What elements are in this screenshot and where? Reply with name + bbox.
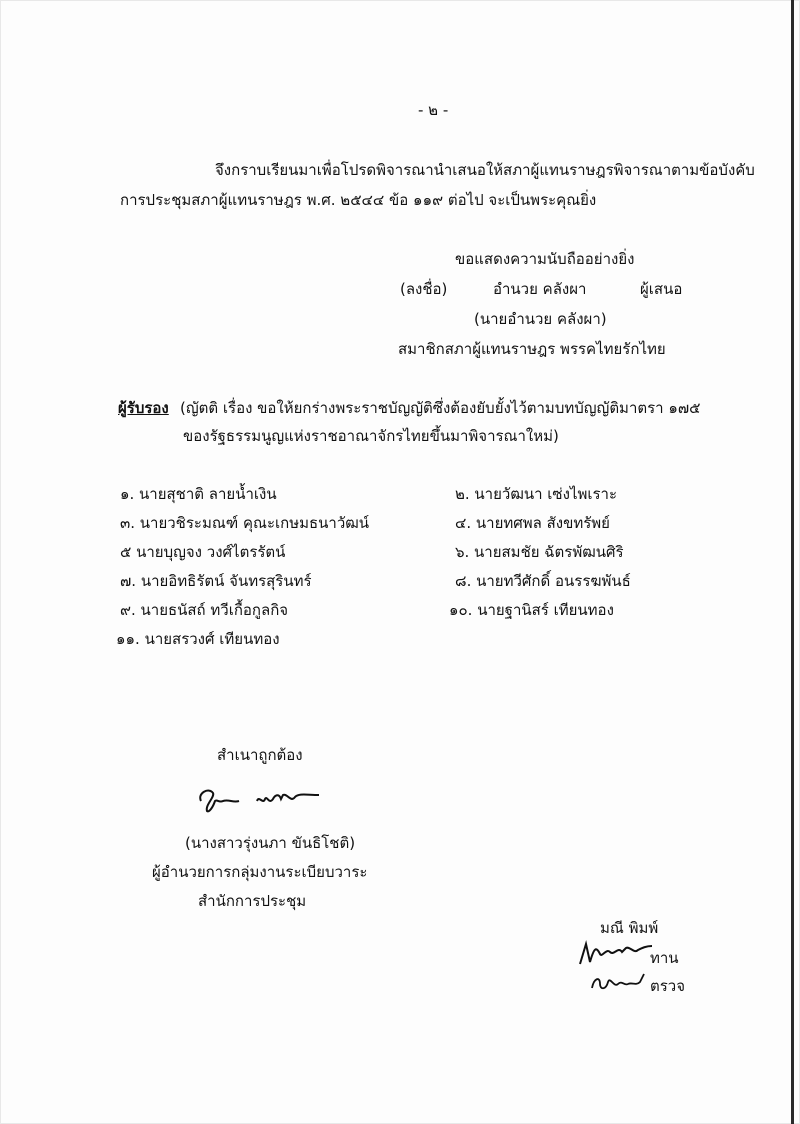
endorser-left: ๗. นายอิทธิรัตน์ จันทรสุรินทร์ <box>120 572 312 590</box>
page-number: - ๒ - <box>418 101 449 119</box>
endorser-left: ๙. นายธนัสถ์ ทวีเกื้อกูลกิจ <box>120 601 289 619</box>
endorser-right: ๘. นายทวีศักดิ์ อนรรฆพันธ์ <box>455 572 631 590</box>
signed-name: อำนวย คลังผา <box>493 280 587 298</box>
check-label: ตรวจ <box>650 977 686 995</box>
endorser-right: ๒. นายวัฒนา เซ่งไพเราะ <box>455 485 618 503</box>
endorser-left: ๕ นายบุญจง วงศ์ไตรรัตน์ <box>120 543 286 561</box>
checker-signature <box>588 968 648 996</box>
motion-line-1: (ญัตติ เรื่อง ขอให้ยกร่างพระราชบัญญัติซึ่งต้องยับยั้งไว้ตามบทบัญญัติมาตรา ๑๗๕ <box>180 399 701 417</box>
certifier-position: ผู้อำนวยการกลุ่มงานระเบียบวาระ <box>152 863 368 881</box>
certifier-signature <box>195 783 325 815</box>
proof-label: ทาน <box>650 949 679 967</box>
proposer-full-name: (นายอำนวย คลังผา) <box>474 310 607 328</box>
closing-regards: ขอแสดงความนับถืออย่างยิ่ง <box>455 250 635 268</box>
proposer-label: ผู้เสนอ <box>640 280 683 298</box>
certifier-office: สำนักการประชุม <box>198 892 307 910</box>
endorser-left: ๑๑. นายสรวงศ์ เทียนทอง <box>116 630 280 648</box>
endorsers-heading: ผู้รับรอง <box>118 399 169 417</box>
endorser-left: ๑. นายสุชาติ ลายน้ำเงิน <box>120 485 277 503</box>
endorser-right: ๖. นายสมชัย ฉัตรพัฒนศิริ <box>455 543 624 561</box>
typist-line: มณี พิมพ์ <box>600 919 659 937</box>
motion-line-2: ของรัฐธรรมนูญแห่งราชอาณาจักรไทยขึ้นมาพิจารณาใหม่) <box>183 427 559 445</box>
proofreader-signature <box>576 938 654 968</box>
endorser-right: ๑๐. นายฐานิสร์ เทียนทอง <box>449 601 614 619</box>
certifier-name: (นางสาวรุ่งนภา ขันธิโชติ) <box>185 834 356 852</box>
body-line-2: การประชุมสภาผู้แทนราษฎร พ.ศ. ๒๕๔๔ ข้อ ๑๑๙ ต่อไป จะเป็นพระคุณยิ่ง <box>120 191 597 209</box>
certification-label: สำเนาถูกต้อง <box>217 746 303 764</box>
endorser-left: ๓. นายวชิระมณฑ์ คุณะเกษมธนาวัฒน์ <box>120 514 370 532</box>
body-line-1: จึงกราบเรียนมาเพื่อโปรดพิจารณานำเสนอให้สภาผู้แทนราษฎรพิจารณาตามข้อบังคับ <box>215 161 755 179</box>
scan-edge <box>791 0 794 1124</box>
endorser-right: ๔. นายทศพล สังขทรัพย์ <box>455 514 610 532</box>
signed-label: (ลงชื่อ) <box>400 280 448 298</box>
proposer-position: สมาชิกสภาผู้แทนราษฎร พรรคไทยรักไทย <box>398 340 666 358</box>
